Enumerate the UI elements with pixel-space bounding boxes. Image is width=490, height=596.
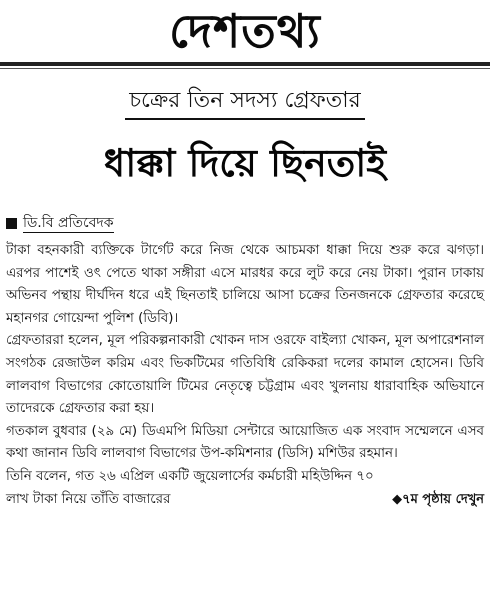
byline-text: ডি.বি প্রতিবেদক	[23, 214, 114, 231]
newspaper-logo: দেশতথ্য	[169, 4, 321, 58]
paragraph: টাকা বহনকারী ব্যক্তিকে টার্গেট করে নিজ থেকে আচমকা ধাক্কা দিয়ে শুরু করে ঝগড়া। এরপর পাশেই ওৎ পেতে থাকা সঙ্গীরা এসে মারধর করে লুট করে নেয় টাকা। পুরান ঢাকায় অভিনব পন্থায় দীর্ঘদিন ধরে এই ছিনতাই চালিয়ে আসা চক্রের তিনজনকে গ্রেফতার করেছে মহানগর গোয়েন্দা পুলিশ (ডিবি)।	[6, 243, 484, 326]
byline-square-icon	[6, 218, 17, 229]
paragraph: তিনি বলেন, গত ২৬ এপ্রিল একটি জুয়েলার্সের কর্মচারী মহিউদ্দিন ৭০	[6, 468, 374, 484]
kicker-text: চক্রের তিন সদস্য গ্রেফতার	[125, 86, 365, 120]
masthead-rule	[0, 62, 490, 66]
last-line-text: লাখ টাকা নিয়ে তাঁতি বাজারের	[6, 491, 171, 507]
continued-on-page-link[interactable]: ◆৭ম পৃষ্ঠায় দেখুন	[392, 491, 484, 507]
masthead	[0, 0, 490, 68]
last-line	[6, 489, 484, 512]
paragraph: গতকাল বুধবার (২৯ মে) ডিএমপি মিডিয়া সেন্টারে আয়োজিত এক সংবাদ সম্মেলনে এসব কথা জানান ডিবি লালবাগ বিভাগের উপ-কমিশনার (ডিসি) মশিউর রহমান।	[6, 423, 484, 462]
masthead-divider	[0, 68, 490, 69]
article-body	[6, 240, 484, 511]
paragraph: গ্রেফতাররা হলেন, মূল পরিকল্পনাকারী খোকন দাস ওরফে বাইল্যা খোকন, মূল অপারেশনাল সংগঠক রেজাউল করিম এবং ভিকটিমের গতিবিধি রেকিকরা দলের কামাল হোসেন। ডিবি লালবাগ বিভাগের কোতোয়ালি টিমের নেতৃত্বে চট্টগ্রাম এবং খুলনায় ধারাবাহিক অভিযানে তাদেরকে গ্রেফতার করা হয়।	[6, 333, 484, 417]
kicker	[0, 86, 490, 120]
byline	[6, 212, 114, 234]
headline: ধাক্কা দিয়ে ছিনতাই	[103, 141, 387, 185]
